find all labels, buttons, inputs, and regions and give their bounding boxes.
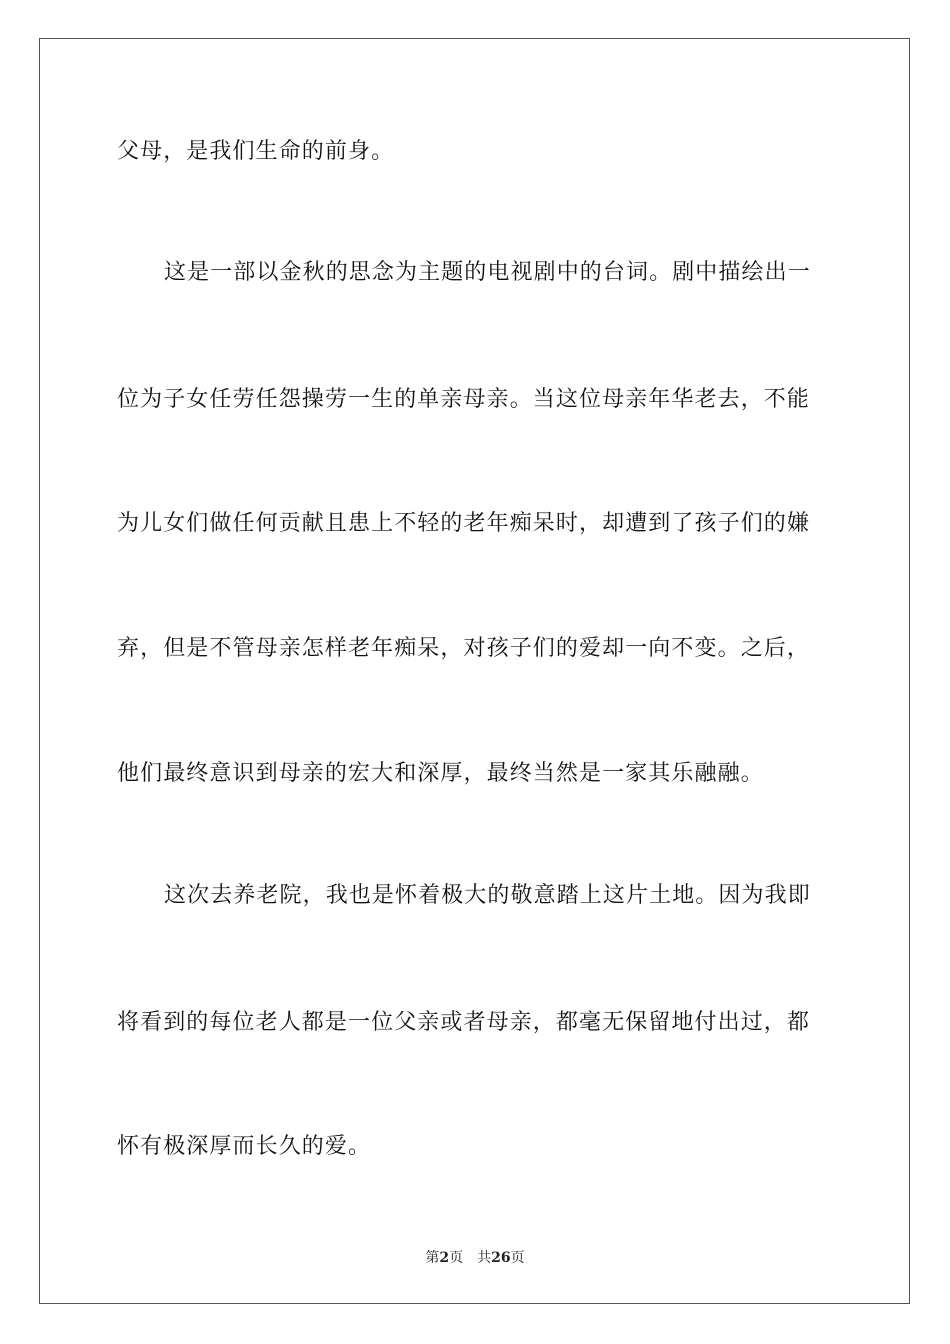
total-pages: 26 <box>491 1250 511 1266</box>
total-suffix: 页 <box>510 1250 525 1266</box>
page-suffix: 页 <box>449 1250 464 1266</box>
paragraph-line: 父母，是我们生命的前身。 <box>117 139 395 164</box>
paragraph-line: 这次去养老院，我也是怀着极大的敬意踏上这片土地。因为我即 <box>164 883 811 908</box>
paragraph-line: 他们最终意识到母亲的宏大和深厚，最终当然是一家其乐融融。 <box>117 761 764 786</box>
paragraph-line: 弃，但是不管母亲怎样老年痴呆，对孩子们的爱却一向不变。之后， <box>117 636 811 661</box>
page-footer <box>0 1249 950 1267</box>
paragraph-line: 位为子女任劳任怨操劳一生的单亲母亲。当这位母亲年华老去，不能 <box>117 387 811 412</box>
total-prefix: 共 <box>477 1250 492 1266</box>
page-border <box>39 38 910 1304</box>
paragraph-line: 为儿女们做任何贡献且患上不轻的老年痴呆时，却遭到了孩子们的嫌 <box>117 511 811 536</box>
paragraph-line: 这是一部以金秋的思念为主题的电视剧中的台词。剧中描绘出一 <box>164 260 811 285</box>
page-prefix: 第 <box>425 1250 440 1266</box>
paragraph-line: 怀有极深厚而长久的爱。 <box>117 1134 372 1159</box>
paragraph-line: 将看到的每位老人都是一位父亲或者母亲，都毫无保留地付出过，都 <box>117 1010 811 1035</box>
page-number: 2 <box>439 1250 450 1266</box>
